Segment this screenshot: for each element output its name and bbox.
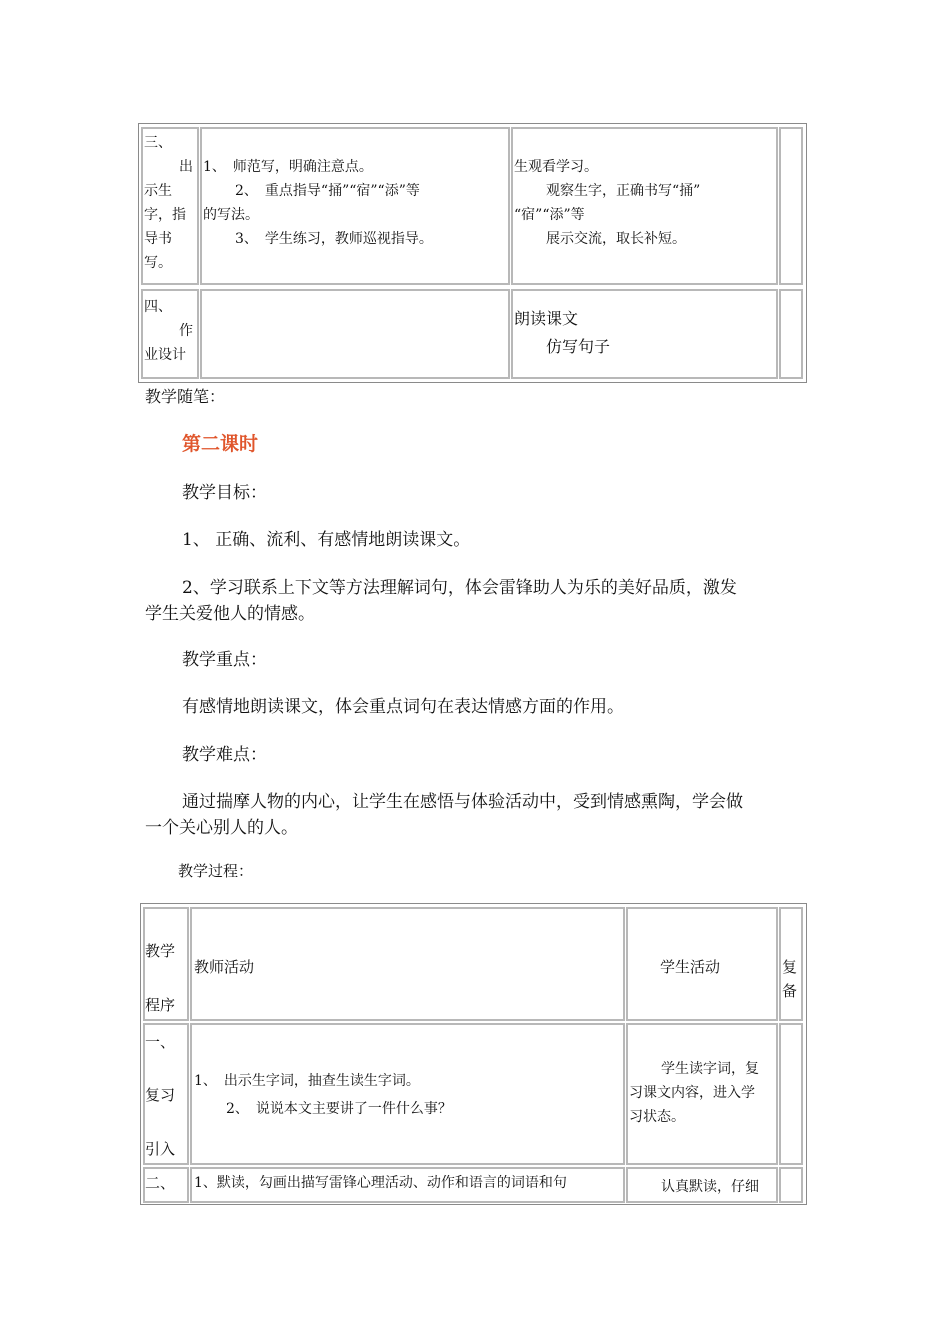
t2-header-notes-a: 复 bbox=[782, 958, 798, 976]
t1-row4-notes-cell bbox=[779, 289, 803, 379]
student-step: 展示交流，取长补短。 bbox=[546, 231, 686, 247]
t2-row1-stage-a: 一、 bbox=[145, 1033, 176, 1051]
t2-row2-student-activity: 认真默读，仔细 bbox=[661, 1179, 759, 1195]
goal-label: 教学目标： bbox=[182, 483, 267, 503]
student-step: 生观看学习。 bbox=[514, 159, 598, 175]
t2-row2-stage-a: 二、 bbox=[145, 1174, 176, 1192]
student-step: 学生读字词，复 bbox=[661, 1061, 759, 1077]
teacher-step: 2、 重点指导“捅”“宿”“添”等 bbox=[235, 183, 420, 199]
process-label: 教学过程： bbox=[178, 862, 254, 880]
teacher-step: 1、 师范写，明确注意点。 bbox=[203, 159, 373, 175]
teacher-step: 1、 出示生字词，抽查生读生字词。 bbox=[194, 1073, 420, 1089]
t2-header-student: 学生活动 bbox=[660, 958, 721, 976]
student-step: 习课文内容，进入学 bbox=[629, 1085, 755, 1101]
student-step: 习状态。 bbox=[629, 1109, 685, 1125]
t2-row2-teacher-activity: 1、默读，勾画出描写雷锋心理活动、动作和语言的词语和句 bbox=[194, 1175, 567, 1191]
t1-row4-student-activity bbox=[514, 306, 776, 360]
student-step: “宿”“添”等 bbox=[514, 207, 585, 223]
key-text: 有感情地朗读课文，体会重点词句在表达情感方面的作用。 bbox=[182, 697, 624, 717]
teacher-step: 的写法。 bbox=[203, 207, 259, 223]
t2-row1-stage-c: 引入 bbox=[145, 1140, 176, 1158]
stage-text: 导书 bbox=[144, 231, 172, 247]
t1-row4-stage bbox=[144, 295, 198, 367]
stage-text: 字，指 bbox=[144, 207, 186, 223]
goal-item-1: 1、 正确、流利、有感情地朗读课文。 bbox=[182, 530, 471, 550]
t2-header-teacher-cell bbox=[190, 907, 625, 1021]
key-label: 教学重点： bbox=[182, 650, 267, 670]
stage-number: 四、 bbox=[144, 299, 172, 315]
t2-row2-notes-cell bbox=[779, 1167, 803, 1203]
difficult-line2: 一个关心别人的人。 bbox=[145, 818, 298, 838]
student-step: 朗读课文 bbox=[514, 309, 579, 328]
t2-header-stage-b: 程序 bbox=[145, 996, 176, 1014]
lesson-title: 第二课时 bbox=[182, 433, 259, 455]
t2-row1-student-activity bbox=[629, 1057, 777, 1129]
goal-item-2-line1: 2、学习联系上下文等方法理解词句，体会雷锋助人为乐的美好品质，激发 bbox=[182, 578, 737, 598]
stage-text: 作 bbox=[179, 323, 193, 339]
stage-text: 示生 bbox=[144, 183, 172, 199]
notes-label: 教学随笔： bbox=[145, 387, 226, 406]
t2-row1-stage-b: 复习 bbox=[145, 1086, 176, 1104]
difficult-label: 教学难点： bbox=[182, 745, 267, 765]
t1-row3-notes-cell bbox=[779, 127, 803, 285]
t1-row3-teacher-activity bbox=[203, 155, 508, 251]
t1-row3-stage bbox=[144, 131, 198, 275]
stage-text: 写。 bbox=[144, 255, 172, 271]
t1-row4-teacher-cell bbox=[200, 289, 510, 379]
t2-row1-notes-cell bbox=[779, 1023, 803, 1165]
teacher-step: 2、 说说本文主要讲了一件什么事？ bbox=[226, 1101, 452, 1117]
goal-item-2-line2: 学生关爱他人的情感。 bbox=[145, 604, 315, 624]
teacher-step: 3、 学生练习，教师巡视指导。 bbox=[235, 231, 433, 247]
t2-row1-teacher-activity bbox=[194, 1069, 622, 1121]
stage-number: 三、 bbox=[144, 135, 172, 151]
stage-text: 出 bbox=[179, 159, 193, 175]
t2-header-notes-b: 备 bbox=[782, 982, 798, 1000]
difficult-line1: 通过揣摩人物的内心，让学生在感悟与体验活动中，受到情感熏陶，学会做 bbox=[182, 792, 743, 812]
t2-header-teacher: 教师活动 bbox=[194, 958, 255, 976]
student-step: 观察生字，正确书写“捅” bbox=[546, 183, 701, 199]
t2-header-stage-a: 教学 bbox=[145, 942, 176, 960]
stage-text: 业设计 bbox=[144, 347, 186, 363]
student-step: 仿写句子 bbox=[546, 337, 611, 356]
t1-row3-student-activity bbox=[514, 155, 776, 251]
